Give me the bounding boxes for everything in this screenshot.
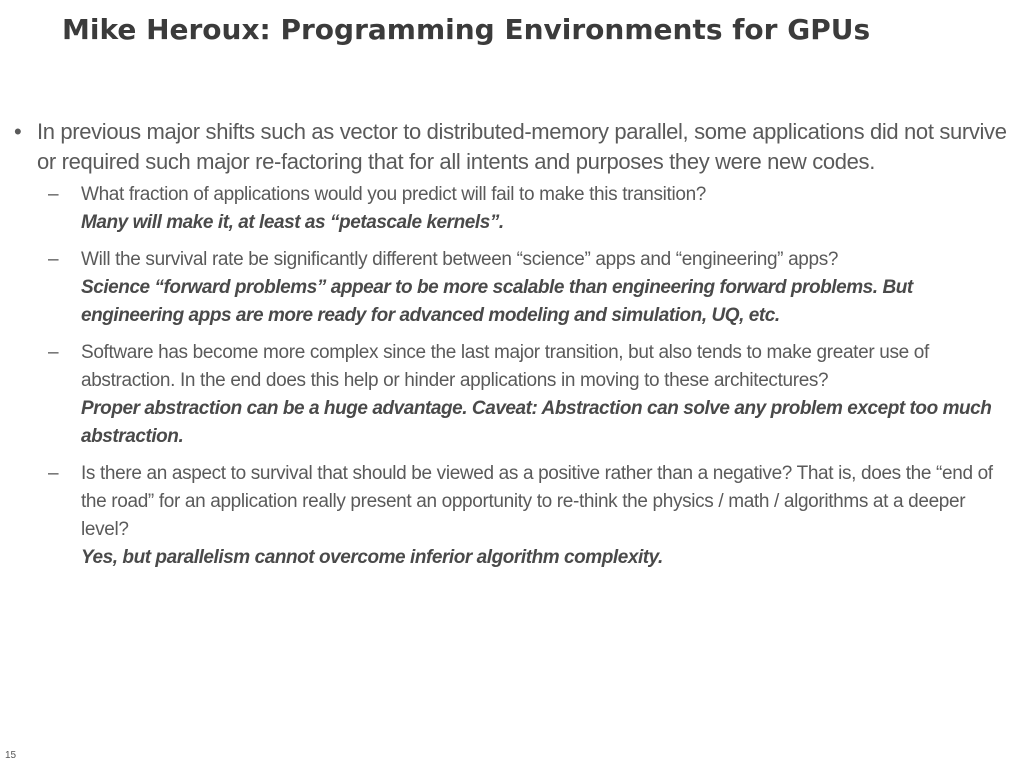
bullet-list [14,117,1009,581]
answer-text: Science “forward problems” appear to be more scalable than engineering forward problems. But engineering apps are more ready for advanced modeling and simulation, UQ, etc. [81,277,913,326]
slide-title: Mike Heroux: Programming Environments for GPUs [62,13,871,46]
dash-icon: – [48,342,59,363]
sub-bullet-item [46,246,1009,330]
dash-icon: – [48,249,59,270]
answer-text: Proper abstraction can be a huge advantage. Caveat: Abstraction can solve any problem except too much abstraction. [81,398,992,447]
dash-icon: – [48,184,59,205]
sub-bullet-item [46,460,1009,572]
answer-text: Many will make it, at least as “petascale kernels”. [81,212,504,233]
slide-number: 15 [5,750,17,761]
question-text: Will the survival rate be significantly different between “science” apps and “engineering” apps? [81,249,839,270]
main-bullet [14,117,1009,177]
sub-bullet-item [46,339,1009,451]
answer-text: Yes, but parallelism cannot overcome inferior algorithm complexity. [81,547,663,568]
question-text: Software has become more complex since the last major transition, but also tends to make greater use of abstraction. In the end does this help or hinder applications in moving to these architectures? [81,342,929,391]
question-text: Is there an aspect to survival that should be viewed as a positive rather than a negative? That is, does the “end of the road” for an application really present an opportunity to re-think the physics / math / algorithms at a deeper level? [81,463,993,540]
bullet-icon: • [14,119,22,144]
dash-icon: – [48,463,59,484]
sub-bullet-item [46,181,1009,237]
main-bullet-text: In previous major shifts such as vector to distributed-memory parallel, some applications did not survive or required such major re-factoring that for all intents and purposes they were new codes. [37,119,1007,174]
question-text: What fraction of applications would you predict will fail to make this transition? [81,184,707,205]
sub-bullet-list [14,181,1009,572]
